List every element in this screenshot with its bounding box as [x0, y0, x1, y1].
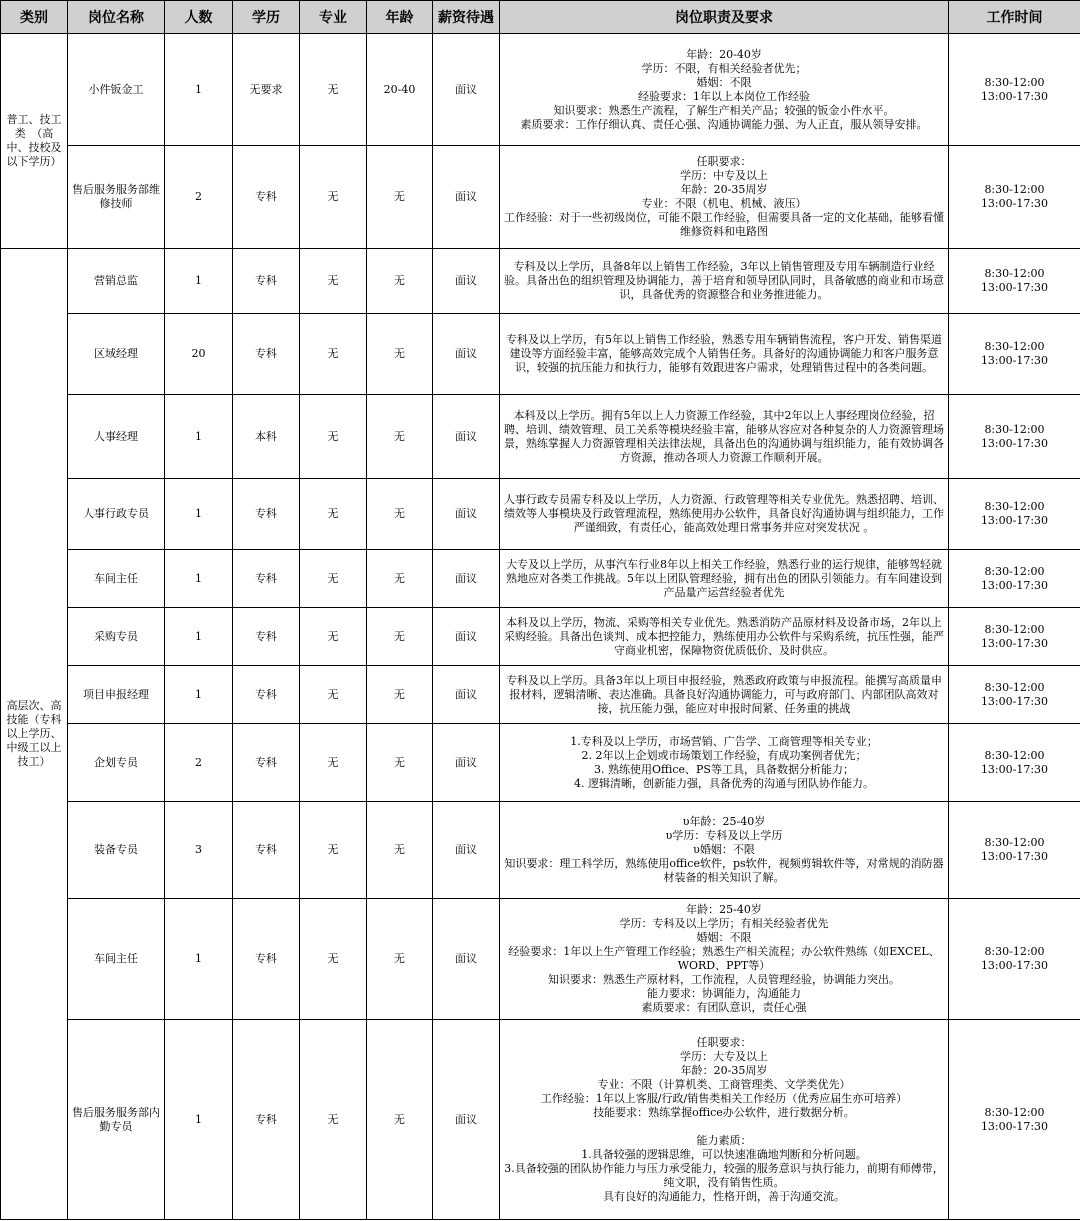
education-cell: 无要求	[233, 34, 300, 146]
work-time-line: 13:00-17:30	[980, 694, 1049, 708]
work-time-line: 13:00-17:30	[980, 636, 1049, 650]
work-time-cell	[949, 314, 1080, 395]
age-cell: 无	[367, 249, 433, 314]
headcount-cell: 2	[165, 146, 233, 249]
requirement-line: 年龄：20-35周岁	[680, 183, 768, 196]
requirement-line: 专业：不限（计算机类、工商管理类、文学类优先）	[597, 1077, 851, 1091]
work-time-cell	[949, 1020, 1080, 1220]
work-time-line: 13:00-17:30	[980, 762, 1049, 776]
salary-cell: 面议	[433, 34, 500, 146]
requirement-line: 专科及以上学历。具备3年以上项目申报经验，熟悉政府政策与申报流程。能撰写高质量申报材料，逻辑清晰、表达准确。具备良好沟通协调能力，可与政府部门、内部团队高效对接，抗压能力强，能应对申报时间紧、任务重的挑战	[506, 673, 942, 715]
requirement-line: 1.具备较强的逻辑思维，可以快速准确地判断和分析问题。	[581, 1147, 867, 1161]
work-time-line: 8:30-12:00	[984, 748, 1045, 762]
requirements-cell	[500, 1020, 949, 1220]
header-salary: 薪资待遇	[433, 1, 500, 34]
header-row	[1, 1, 1080, 34]
table-row	[1, 899, 1080, 1020]
requirement-line: 3. 熟练使用Office、PS等工具，具备数据分析能力；	[594, 762, 854, 776]
header-requirements: 岗位职责及要求	[500, 1, 949, 34]
salary-cell: 面议	[433, 666, 500, 724]
work-time-line: 8:30-12:00	[984, 183, 1045, 196]
headcount-cell: 1	[165, 34, 233, 146]
requirement-line: 2. 2年以上企划或市场策划工作经验，有成功案例者优先；	[581, 748, 867, 762]
salary-cell: 面议	[433, 249, 500, 314]
position-name-cell: 人事经理	[68, 395, 165, 479]
table-row	[1, 395, 1080, 479]
requirements-cell	[500, 479, 949, 550]
requirements-cell	[500, 666, 949, 724]
work-time-cell	[949, 34, 1080, 146]
position-name-cell: 营销总监	[68, 249, 165, 314]
headcount-cell: 1	[165, 249, 233, 314]
work-time-cell	[949, 899, 1080, 1020]
requirement-line: 学历：不限，有相关经验者优先；	[641, 61, 807, 75]
requirements-cell	[500, 802, 949, 899]
age-cell: 无	[367, 146, 433, 249]
work-time-line: 13:00-17:30	[980, 959, 1049, 972]
major-cell: 无	[300, 146, 367, 249]
education-cell: 专科	[233, 249, 300, 314]
major-cell: 无	[300, 249, 367, 314]
major-cell: 无	[300, 314, 367, 395]
work-time-cell	[949, 666, 1080, 724]
position-name-cell: 车间主任	[68, 899, 165, 1020]
requirements-cell	[500, 899, 949, 1020]
position-name-cell: 装备专员	[68, 802, 165, 899]
salary-cell: 面议	[433, 724, 500, 802]
work-time-line: 13:00-17:30	[980, 89, 1049, 103]
education-cell: 专科	[233, 479, 300, 550]
position-name-cell: 小件钣金工	[68, 34, 165, 146]
requirement-line: 人事行政专员需专科及以上学历，人力资源、行政管理等相关专业优先。熟悉招聘、培训、绩效等人事模块及行政管理流程，熟练使用办公软件，具备良好沟通协调与组织能力，工作严谨细致，有责任心，能高效处理日常事务并应对突发状况 。	[504, 493, 944, 534]
requirement-line: 学历：中专及以上	[680, 169, 768, 182]
headcount-cell: 1	[165, 479, 233, 550]
requirement-line: 素质要求：有团队意识，责任心强	[641, 1001, 807, 1014]
requirement-line: 素质要求：工作仔细认真、责任心强、沟通协调能力强、为人正直，服从领导安排。	[520, 117, 928, 131]
education-cell: 本科	[233, 395, 300, 479]
header-major: 专业	[300, 1, 367, 34]
position-name-cell: 人事行政专员	[68, 479, 165, 550]
work-time-line: 8:30-12:00	[984, 945, 1045, 958]
requirement-line: 婚姻：不限	[696, 931, 752, 944]
table-row	[1, 802, 1080, 899]
age-cell: 无	[367, 550, 433, 608]
major-cell: 无	[300, 1020, 367, 1220]
position-name-cell: 车间主任	[68, 550, 165, 608]
requirement-line: 年龄：25-40岁	[686, 903, 762, 916]
requirement-line: 1.专科及以上学历，市场营销、广告学、工商管理等相关专业；	[570, 734, 878, 748]
table-row	[1, 314, 1080, 395]
major-cell: 无	[300, 802, 367, 899]
requirement-line: 知识要求：熟悉生产流程，了解生产相关产品；较强的钣金小件水平。	[553, 103, 895, 117]
table-row	[1, 479, 1080, 550]
headcount-cell: 2	[165, 724, 233, 802]
education-cell: 专科	[233, 1020, 300, 1220]
requirements-cell	[500, 146, 949, 249]
major-cell: 无	[300, 479, 367, 550]
position-name-cell: 采购专员	[68, 608, 165, 666]
work-time-line: 13:00-17:30	[980, 197, 1049, 210]
major-cell: 无	[300, 395, 367, 479]
major-cell: 无	[300, 666, 367, 724]
salary-cell: 面议	[433, 899, 500, 1020]
work-time-line: 8:30-12:00	[984, 422, 1045, 436]
major-cell: 无	[300, 34, 367, 146]
education-cell: 专科	[233, 146, 300, 249]
work-time-cell	[949, 479, 1080, 550]
salary-cell: 面议	[433, 395, 500, 479]
major-cell: 无	[300, 608, 367, 666]
education-cell: 专科	[233, 666, 300, 724]
salary-cell: 面议	[433, 608, 500, 666]
work-time-line: 13:00-17:30	[980, 436, 1049, 450]
age-cell: 无	[367, 724, 433, 802]
education-cell: 专科	[233, 899, 300, 1020]
requirement-line: υ婚姻：不限	[693, 843, 755, 856]
headcount-cell: 1	[165, 608, 233, 666]
education-cell: 专科	[233, 802, 300, 899]
work-time-cell	[949, 395, 1080, 479]
category-cell: 普工、技工类 （高中、技校及以下学历）	[1, 34, 68, 249]
major-cell: 无	[300, 899, 367, 1020]
table-row	[1, 724, 1080, 802]
requirement-line: 专科及以上学历，具备8年以上销售工作经验，3年以上销售管理及专用车辆制造行业经验。具备出色的组织管理及协调能力，善于培育和领导团队同时，具备敏感的商业和市场意识，具备优秀的资源整合和业务推进能力。	[504, 260, 944, 301]
work-time-cell	[949, 146, 1080, 249]
major-cell: 无	[300, 724, 367, 802]
work-time-line: 8:30-12:00	[984, 564, 1045, 578]
requirement-line: υ年龄：25-40岁	[682, 815, 766, 828]
work-time-line: 8:30-12:00	[984, 500, 1045, 513]
requirement-line: 3.具备较强的团队协作能力与压力承受能力，较强的服务意识与执行能力，前期有师傅带，纯文职，没有销售性质。	[504, 1161, 944, 1189]
headcount-cell: 1	[165, 899, 233, 1020]
age-cell: 无	[367, 608, 433, 666]
requirement-line: 经验要求：1年以上生产管理工作经验；熟悉生产相关流程；办公软件熟练（如EXCEL、WORD、PPT等）	[508, 945, 940, 972]
work-time-cell	[949, 724, 1080, 802]
requirements-cell	[500, 550, 949, 608]
age-cell: 无	[367, 314, 433, 395]
headcount-cell: 1	[165, 550, 233, 608]
headcount-cell: 1	[165, 395, 233, 479]
work-time-line: 8:30-12:00	[984, 622, 1045, 636]
position-name-cell: 项目申报经理	[68, 666, 165, 724]
education-cell: 专科	[233, 550, 300, 608]
requirement-line: 工作经验：对于一些初级岗位，可能不限工作经验，但需要具备一定的文化基础，能够看懂维修资料和电路图	[504, 211, 944, 238]
requirement-line: 本科及以上学历。拥有5年以上人力资源工作经验，其中2年以上人事经理岗位经验，招聘、培训、绩效管理、员工关系等模块经验丰富，能够从容应对各种复杂的人力资源管理场景，熟练掌握人力资源管理相关法律法规，具备出色的沟通协调与组织能力，能有效协调各方资源，推动各项人力资源工作顺利开展。	[504, 408, 944, 464]
work-time-line: 8:30-12:00	[984, 680, 1045, 694]
work-time-line: 13:00-17:30	[980, 1119, 1049, 1133]
table-row	[1, 146, 1080, 249]
requirement-line: 年龄：20-35周岁	[680, 1063, 768, 1077]
requirements-cell	[500, 608, 949, 666]
age-cell: 20-40	[367, 34, 433, 146]
table-row	[1, 608, 1080, 666]
work-time-line: 13:00-17:30	[980, 281, 1049, 294]
work-time-cell	[949, 249, 1080, 314]
requirement-line: 年龄：20-40岁	[686, 47, 762, 61]
requirement-line: 任职要求：	[696, 1035, 752, 1049]
education-cell: 专科	[233, 314, 300, 395]
requirement-line: 大专及以上学历，从事汽车行业8年以上相关工作经验，熟悉行业的运行规律，能够驾轻就熟地应对各类工作挑战。5年以上团队管理经验，拥有出色的团队引领能力。有车间建设到产品量产运营经验者优先	[506, 557, 942, 599]
salary-cell: 面议	[433, 1020, 500, 1220]
requirement-line: 专科及以上学历，有5年以上销售工作经验，熟悉专用车辆销售流程，客户开发、销售渠道建设等方面经验丰富，能够高效完成个人销售任务。具备好的沟通协调能力和客户服务意识，较强的抗压能力和执行力，能够有效跟进客户需求，处理销售过程中的各类问题。	[506, 333, 942, 374]
age-cell: 无	[367, 479, 433, 550]
work-time-line: 8:30-12:00	[984, 340, 1045, 353]
requirement-line: 能力素质：	[696, 1133, 752, 1147]
requirement-line: 任职要求：	[696, 155, 752, 168]
requirement-line: υ学历：专科及以上学历	[665, 829, 783, 842]
header-position: 岗位名称	[68, 1, 165, 34]
requirement-line: 学历：大专及以上	[680, 1049, 768, 1063]
age-cell: 无	[367, 666, 433, 724]
header-category: 类别	[1, 1, 68, 34]
table-row	[1, 550, 1080, 608]
requirement-line: 技能要求：熟练掌握office办公软件，进行数据分析。	[593, 1105, 855, 1119]
work-time-line: 8:30-12:00	[984, 267, 1045, 280]
requirements-cell	[500, 395, 949, 479]
work-time-line: 8:30-12:00	[984, 75, 1045, 89]
major-cell: 无	[300, 550, 367, 608]
age-cell: 无	[367, 1020, 433, 1220]
headcount-cell: 20	[165, 314, 233, 395]
header-education: 学历	[233, 1, 300, 34]
requirement-line: 经验要求：1年以上本岗位工作经验	[638, 89, 810, 103]
position-name-cell: 区域经理	[68, 314, 165, 395]
requirement-line: 能力要求：协调能力，沟通能力	[647, 987, 801, 1000]
requirement-line: 本科及以上学历，物流、采购等相关专业优先。熟悉消防产品原材料及设备市场，2年以上采购经验。具备出色谈判、成本把控能力，熟练使用办公软件与采购系统，抗压性强，能严守商业机密，保障物资优质低价、及时供应。	[504, 615, 944, 657]
salary-cell: 面议	[433, 479, 500, 550]
header-count: 人数	[165, 1, 233, 34]
age-cell: 无	[367, 899, 433, 1020]
work-time-line: 13:00-17:30	[980, 850, 1049, 863]
work-time-line: 13:00-17:30	[980, 578, 1049, 592]
salary-cell: 面议	[433, 550, 500, 608]
age-cell: 无	[367, 395, 433, 479]
table-row	[1, 1020, 1080, 1220]
requirements-cell	[500, 249, 949, 314]
requirement-line: 婚姻：不限	[696, 75, 752, 89]
header-age: 年龄	[367, 1, 433, 34]
header-work-time: 工作时间	[949, 1, 1080, 34]
work-time-cell	[949, 550, 1080, 608]
work-time-cell	[949, 802, 1080, 899]
requirement-line: 4. 逻辑清晰，创新能力强，具备优秀的沟通与团队协作能力。	[574, 776, 874, 790]
education-cell: 专科	[233, 724, 300, 802]
requirement-line: 工作经验：1年以上客服/行政/销售类相关工作经历（优秀应届生亦可培养）	[540, 1091, 908, 1105]
work-time-line: 13:00-17:30	[980, 354, 1049, 367]
salary-cell: 面议	[433, 146, 500, 249]
work-time-cell	[949, 608, 1080, 666]
table-row	[1, 249, 1080, 314]
work-time-line: 13:00-17:30	[980, 514, 1049, 527]
requirement-line: 学历：专科及以上学历；有相关经验者优先	[619, 917, 829, 930]
position-name-cell: 售后服务服务部内勤专员	[68, 1020, 165, 1220]
requirements-cell	[500, 724, 949, 802]
requirements-cell	[500, 314, 949, 395]
requirements-cell	[500, 34, 949, 146]
position-name-cell: 企划专员	[68, 724, 165, 802]
headcount-cell: 1	[165, 1020, 233, 1220]
salary-cell: 面议	[433, 802, 500, 899]
education-cell: 专科	[233, 608, 300, 666]
requirement-line: 专业：不限（机电、机械、液压）	[641, 197, 807, 210]
requirement-line	[504, 1120, 944, 1134]
headcount-cell: 3	[165, 802, 233, 899]
requirement-line: 知识要求：熟悉生产原材料，工作流程，人员管理经验，协调能力突出。	[548, 973, 900, 986]
table-row	[1, 666, 1080, 724]
work-time-line: 8:30-12:00	[984, 836, 1045, 849]
requirement-line: 具有良好的沟通能力，性格开朗，善于沟通交流。	[603, 1189, 845, 1203]
work-time-line: 8:30-12:00	[984, 1105, 1045, 1119]
position-name-cell: 售后服务服务部维修技师	[68, 146, 165, 249]
headcount-cell: 1	[165, 666, 233, 724]
age-cell: 无	[367, 802, 433, 899]
salary-cell: 面议	[433, 314, 500, 395]
category-cell: 高层次、高技能（专科以上学历、中级工以上技工）	[1, 249, 68, 1220]
requirement-line: 知识要求：理工科学历，熟练使用office软件，ps软件，视频剪辑软件等，对常规的消防器材装备的相关知识了解。	[504, 857, 944, 884]
table-row	[1, 34, 1080, 146]
